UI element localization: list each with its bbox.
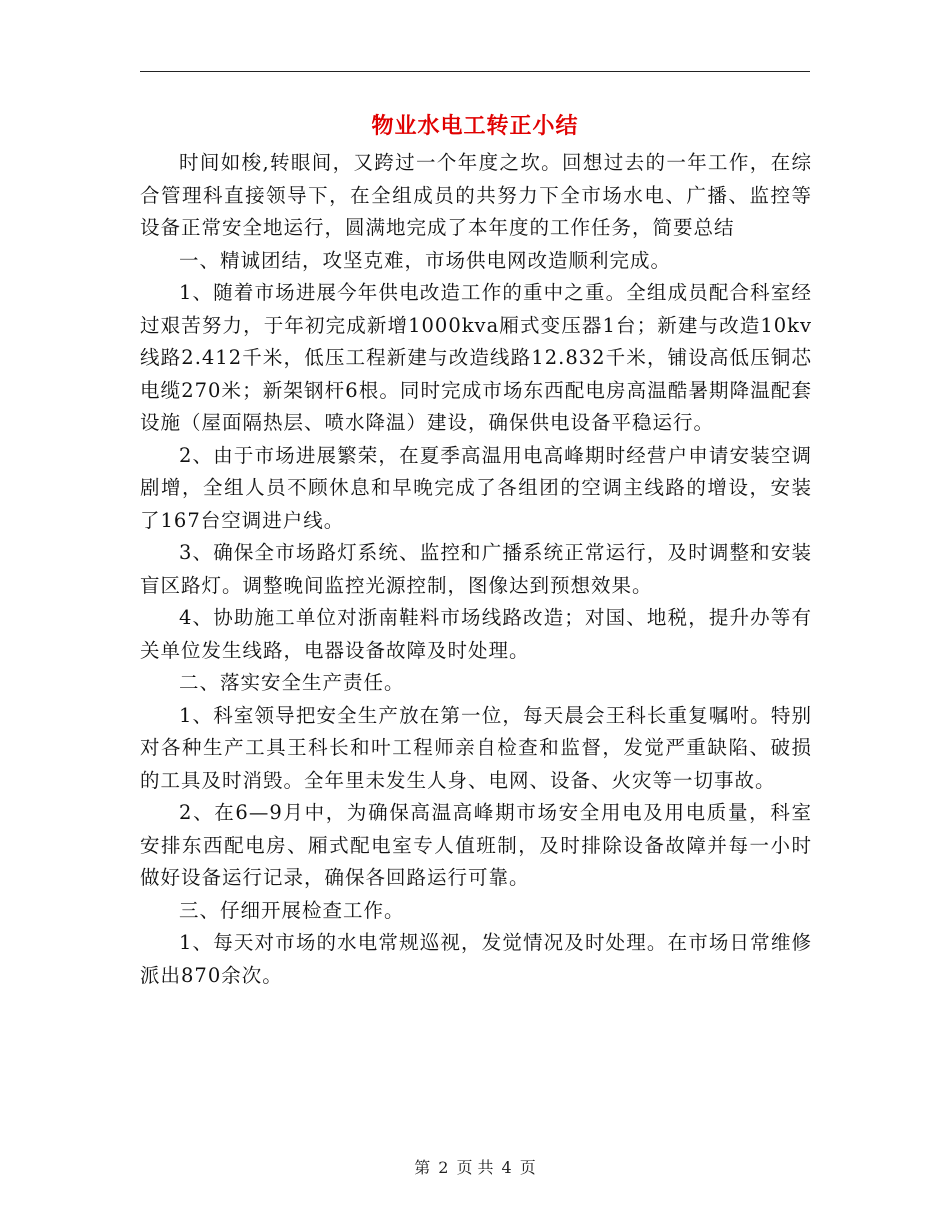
page-footer	[0, 1155, 950, 1178]
footer-prefix: 第	[414, 1158, 431, 1177]
paragraph-3-1: 1、每天对市场的水电常规巡视，发觉情况及时处理。在市场日常维修派出870余次。	[140, 931, 812, 987]
footer-total-pages: 4	[501, 1158, 512, 1177]
section-heading-3: 三、仔细开展检查工作。	[179, 898, 405, 922]
footer-suffix: 页	[519, 1158, 536, 1177]
paragraph-2-1: 1、科室领导把安全生产放在第一位，每天晨会王科长重复嘱咐。特别对各种生产工具王科长和叶工程师亲自检查和监督，发觉严重缺陷、破损的工具及时消毁。全年里未发生人身、电网、设备、火灾等一切事故。	[140, 703, 812, 792]
footer-current-page: 2	[438, 1158, 449, 1177]
section-heading-2: 二、落实安全生产责任。	[179, 671, 405, 694]
document-title: 物业水电工转正小结	[371, 113, 579, 139]
intro-paragraph: 时间如梭,转眼间，又跨过一个年度之坎。回想过去的一年工作，在综合管理科直接领导下，在全组成员的共努力下全市场水电、广播、监控等设备正常安全地运行，圆满地完成了本年度的工作任务，简要总结	[140, 151, 812, 239]
paragraph-1-1: 1、随着市场进展今年供电改造工作的重中之重。全组成员配合科室经过艰苦努力，于年初完成新增1000kva厢式变压器1台；新建与改造10kv线路2.412千米，低压工程新建与改造线路12.832千米，铺设高低压铜芯电缆270米；新架钢杆6根。同时完成市场东西配电房高温酷暑期降温配套设施（屋面隔热层、喷水降温）建设，确保供电设备平稳运行。	[140, 281, 812, 434]
section-heading-1: 一、精诚团结，攻坚克难，市场供电网改造顺利完成。	[179, 248, 672, 272]
header-rule	[140, 71, 810, 72]
footer-middle: 页 共	[456, 1158, 494, 1177]
paragraph-1-2: 2、由于市场进展繁荣，在夏季高温用电高峰期时经营户申请安装空调剧增，全组人员不顾休息和早晚完成了各组团的空调主线路的增设，安装了167台空调进户线。	[140, 443, 812, 532]
paragraph-1-3: 3、确保全市场路灯系统、监控和广播系统正常运行，及时调整和安装盲区路灯。调整晚间监控光源控制，图像达到预想效果。	[140, 541, 812, 597]
paragraph-2-2: 2、在6—9月中，为确保高温高峰期市场安全用电及用电质量，科室安排东西配电房、厢式配电室专人值班制，及时排除设备故障并每一小时做好设备运行记录，确保各回路运行可靠。	[140, 801, 812, 889]
document-body	[140, 147, 812, 992]
paragraph-1-4: 4、协助施工单位对浙南鞋料市场线路改造；对国、地税，提升办等有关单位发生线路，电器设备故障及时处理。	[140, 606, 812, 662]
